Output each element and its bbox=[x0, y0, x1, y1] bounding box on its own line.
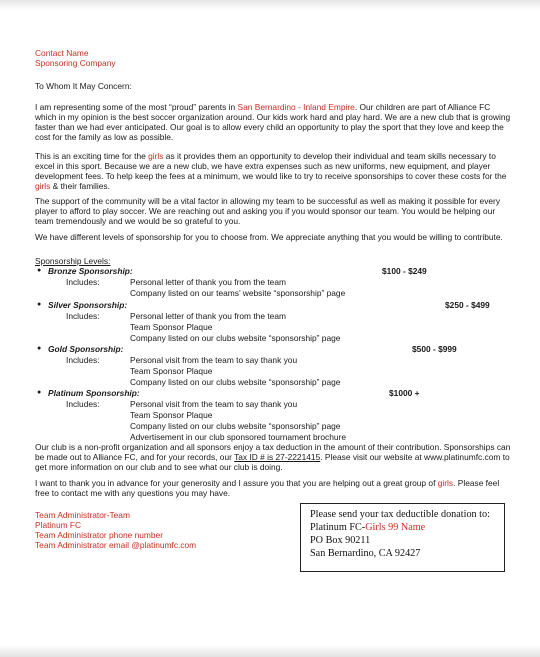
text-span: Our club is a non-profit organization and all sponsors enjoy a tax deduction in the amount of their contribution. Sponsorships can be made out to Alliance FC, and for your records, our bbox=[35, 442, 511, 462]
sponsoring-company: Sponsoring Company bbox=[35, 58, 116, 68]
includes-label: Includes: bbox=[66, 277, 100, 287]
girls-word: girls bbox=[437, 478, 454, 488]
signature-line: Team Administrator phone number bbox=[35, 530, 164, 540]
paragraph-levels-intro: We have different levels of sponsorship for you to choose from. We appreciate anything that you would be willing to contribute. bbox=[35, 232, 503, 242]
girls-word: girls bbox=[148, 151, 164, 161]
bullet-icon: ● bbox=[37, 389, 42, 396]
text-span: I want to thank you in advance for your generosity and I assure you that you are helping out a great group of bbox=[35, 478, 438, 488]
tax-id: Tax ID # is 27-2221415 bbox=[234, 452, 321, 462]
level-item: Team Sponsor Plaque bbox=[130, 322, 213, 332]
girls-word: girls bbox=[35, 181, 51, 191]
signature-line: Team Administrator email @platinumfc.com bbox=[35, 540, 197, 550]
donation-city: San Bernardino, CA 92427 bbox=[310, 548, 421, 559]
contact-name: Contact Name bbox=[35, 48, 89, 58]
text-span: . Please feel free to contact me with any questions you may have. bbox=[35, 478, 500, 498]
level-item: Personal visit from the team to say thank you bbox=[130, 355, 298, 365]
level-name-silver: Silver Sponsorship: bbox=[48, 300, 128, 310]
level-name-platinum: Platinum Sponsorship: bbox=[48, 388, 140, 398]
paragraph-intro bbox=[35, 102, 513, 142]
donation-heading: Please send your tax deductible donation to: bbox=[310, 509, 490, 520]
level-item: Company listed on our clubs website “sponsorship” page bbox=[130, 421, 341, 431]
levels-heading: Sponsorship Levels: bbox=[35, 256, 111, 266]
text-span: This is an exciting time for the bbox=[35, 151, 149, 161]
text-span: Platinum FC- bbox=[310, 522, 366, 533]
level-price-gold: $500 - $999 bbox=[412, 344, 457, 354]
text-span: & their families. bbox=[50, 181, 110, 191]
signature-line: Platinum FC bbox=[35, 520, 82, 530]
level-item: Personal letter of thank you from the team bbox=[130, 311, 286, 321]
page-bottom-shadow bbox=[0, 645, 540, 657]
paragraph-opportunity bbox=[35, 151, 513, 191]
donation-po-box: PO Box 90211 bbox=[310, 535, 371, 546]
level-item: Personal visit from the team to say thank you bbox=[130, 399, 298, 409]
place-name: San Bernardino - Inland Empire bbox=[237, 102, 355, 112]
level-name-bronze: Bronze Sponsorship: bbox=[48, 266, 133, 276]
text-span: . Please visit our website at www.platinumfc.com to get more information on our club and to see what our club is doing. bbox=[35, 452, 510, 472]
paragraph-nonprofit bbox=[35, 442, 513, 472]
donation-recipient bbox=[310, 522, 425, 534]
includes-label: Includes: bbox=[66, 355, 100, 365]
text-span: . Our children are part of Alliance FC which in my opinion is the best soccer organization around. Our kids work hard and play hard. We are a new club that is growing faster than we had ever anticipated. Our goal is to allow every child an opportunity to play the sport that they love and keep the cost for the family as low as possible. bbox=[35, 102, 511, 142]
signature-line: Team Administrator-Team bbox=[35, 510, 130, 520]
paragraph-support: The support of the community will be a vital factor in allowing my team to be successful as well as making it possible for every player to afford to play soccer. We are reaching out and asking you if you would sponsor our team. You would be helping our team tremendously and we would be so grateful to you. bbox=[35, 196, 501, 226]
level-item: Advertisement in our club sponsored tournament brochure bbox=[130, 432, 347, 442]
salutation: To Whom It May Concern: bbox=[35, 81, 132, 91]
level-item: Company listed on our clubs website “sponsorship” page bbox=[130, 333, 341, 343]
page-top-shadow bbox=[0, 0, 540, 10]
team-name: Girls 99 Name bbox=[365, 522, 426, 533]
level-price-silver: $250 - $499 bbox=[445, 300, 490, 310]
paragraph-closing bbox=[35, 478, 513, 498]
level-item: Personal letter of thank you from the team bbox=[130, 277, 286, 287]
bullet-icon: ● bbox=[37, 267, 42, 274]
includes-label: Includes: bbox=[66, 399, 100, 409]
level-item: Company listed on our clubs website “sponsorship” page bbox=[130, 377, 341, 387]
level-price-bronze: $100 - $249 bbox=[382, 266, 427, 276]
level-item: Company listed on our teams’ website “sponsorship” page bbox=[130, 288, 346, 298]
level-item: Team Sponsor Plaque bbox=[130, 410, 213, 420]
level-price-platinum: $1000 + bbox=[389, 388, 420, 398]
bullet-icon: ● bbox=[37, 345, 42, 352]
level-name-gold: Gold Sponsorship: bbox=[48, 344, 124, 354]
level-item: Team Sponsor Plaque bbox=[130, 366, 213, 376]
text-span: I am representing some of the most “proud” parents in bbox=[35, 102, 238, 112]
text-span: as it provides them an opportunity to develop their individual and team skills necessary to excel in this sport. Because we are a new club, we have extra expenses such as new uniforms, new equipment, and player development fees. To help keep the fees at a minimum, we would like to try to receive sponsorships to cover these costs for the bbox=[35, 151, 507, 181]
includes-label: Includes: bbox=[66, 311, 100, 321]
bullet-icon: ● bbox=[37, 301, 42, 308]
donation-address-box bbox=[300, 503, 505, 572]
